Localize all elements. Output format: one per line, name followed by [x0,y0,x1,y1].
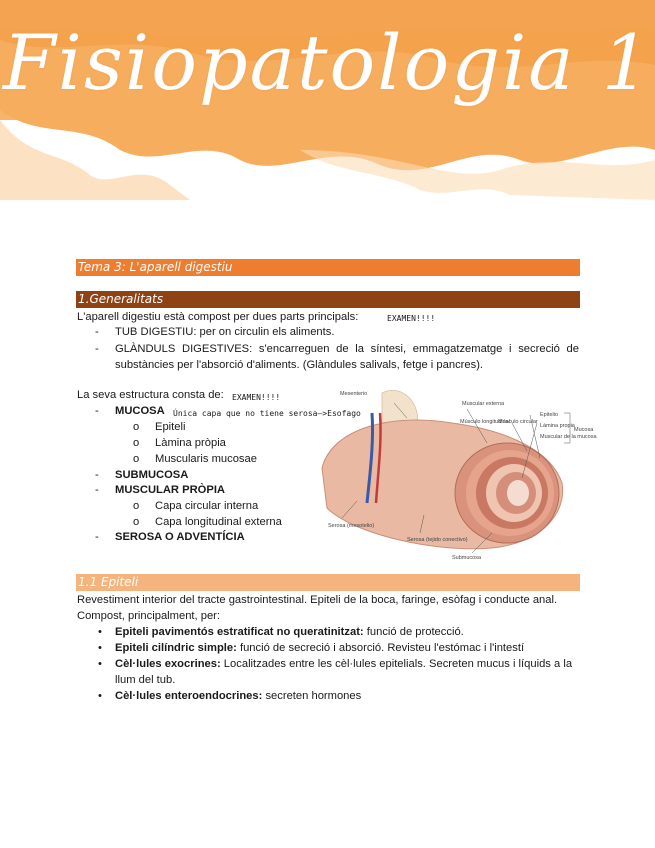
intro-text: L'aparell digestiu està compost per dues parts principals: [77,311,359,323]
fig-label: Serosa (mesotelio) [328,523,375,529]
fig-label: Mesenterio [340,391,368,397]
sublayer-item: Epiteli [155,421,186,433]
page-title: Fisiopatologia 1 [2,18,653,107]
circle-marker: o [133,421,140,433]
dash-marker: - [95,469,99,481]
dash-marker: - [95,484,99,496]
bullet-item: Epiteli cilíndric simple: funció de secreció i absorció. Revisteu l'estómac i l'intestí [115,642,525,654]
sublayer-item: Capa circular interna [155,500,259,512]
layer-serosa: SEROSA O ADVENTÍCIA [115,531,245,543]
fig-label: Lámina propia [540,423,575,429]
bullet-item: Cèl·lules exocrines: Localitzades entre les cèl·lules epitelials. Secreten mucus i líquids a la [115,658,573,670]
circle-marker: o [133,437,140,449]
bullet-continuation: llum del tub. [115,674,176,686]
bullet-marker: • [98,642,102,654]
topic-bar: Tema 3: L'aparell digestiu [76,259,580,276]
list-item: TUB DIGESTIU: per on circulin els aliments. [115,326,335,338]
exam-note: EXAMEN!!!! [387,314,436,323]
sublayer-item: Làmina pròpia [155,437,226,449]
circle-marker: o [133,516,140,528]
bullet-marker: • [98,690,102,702]
fig-label: Muscular de la mucosa [540,434,597,440]
dash-marker: - [95,343,99,355]
dash-marker: - [95,326,99,338]
bullet-item: Cèl·lules enteroendocrines: secreten hormones [115,690,362,702]
layer-muscular: MUSCULAR PRÒPIA [115,484,226,496]
structure-intro: La seva estructura consta de: [77,389,224,401]
bullet-marker: • [98,626,102,638]
section-heading-generalitats: 1.Generalitats [76,291,580,308]
fig-label: Músculo circular [498,419,538,425]
handwritten-note: Única capa que no tiene serosa—>Esofago [173,409,361,418]
fig-label: Músculo longitudinal [460,419,510,425]
layer-submucosa: SUBMUCOSA [115,469,189,481]
fig-label: Mucosa [574,427,594,433]
list-item: GLÀNDULS DIGESTIVES: s'encarreguen de la síntesi, emmagatzematge i secreció de substàncies per l'absorció d'aliments. (Glàndules salivals, fetge i pancres). [115,343,579,371]
fig-label: Submucosa [452,555,482,561]
digestive-tube-illustration [312,383,602,563]
dash-marker: - [95,531,99,543]
exam-note: EXAMEN!!!! [232,393,281,402]
fig-label: Epitelio [540,412,559,418]
circle-marker: o [133,500,140,512]
sublayer-item: Capa longitudinal externa [155,516,282,528]
fig-label: Serosa (tejido conectivo) [407,537,468,543]
paragraph: Revestiment interior del tracte gastrointestinal. Epiteli de la boca, faringe, esòfag i conducte anal. [77,594,558,606]
section-heading-epiteli: 1.1 Epiteli [76,574,580,591]
bullet-marker: • [98,658,102,670]
circle-marker: o [133,453,140,465]
fig-label: Muscular externa [462,401,505,407]
layer-mucosa: MUCOSA [115,405,165,417]
dash-marker: - [95,405,99,417]
paragraph: Compost, principalment, per: [77,610,221,622]
bullet-item: Epiteli pavimentós estratificat no queratinitzat: funció de protecció. [115,626,464,638]
sublayer-item: Muscularis mucosae [155,453,257,465]
